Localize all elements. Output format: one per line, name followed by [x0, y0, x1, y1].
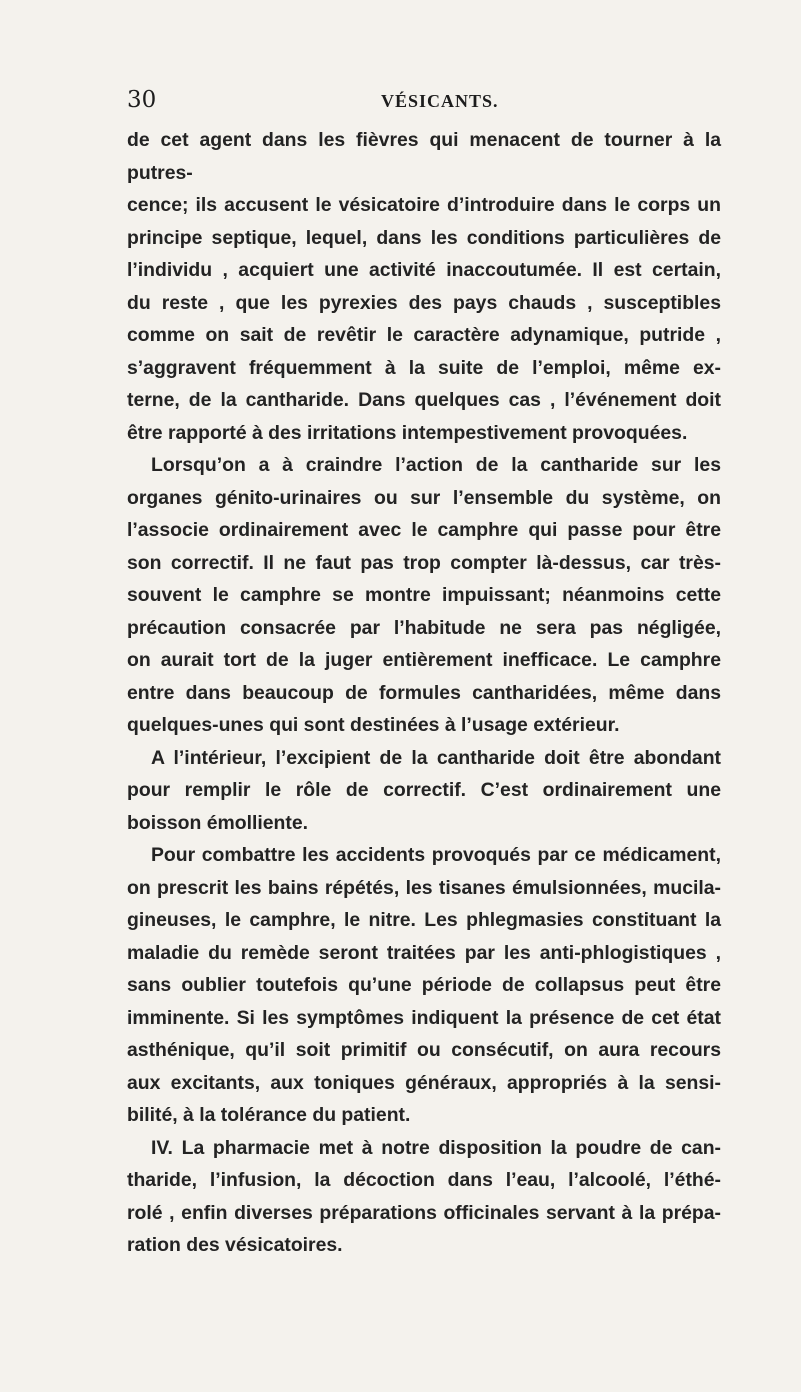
text-line: Pour combattre les accidents provoqués par ce médicament, — [151, 844, 721, 866]
text-line: être rapporté à des irritations intempestivement provoquées. — [127, 421, 688, 444]
text-line: souvent le camphre se montre impuissant; néanmoins cette — [127, 584, 721, 606]
text-line: son correctif. Il ne faut pas trop compter là-dessus, car très- — [127, 551, 721, 574]
page-header — [127, 84, 721, 116]
text-line: aux excitants, aux toniques généraux, appropriés à la sensi- — [127, 1071, 721, 1094]
text-line: organes génito-urinaires ou sur l’ensemble du système, on — [127, 486, 721, 509]
page-number: 30 — [127, 87, 157, 113]
text-line: boisson émolliente. — [127, 811, 309, 834]
text-line: imminente. Si les symptômes indiquent la présence de cet état — [127, 1006, 721, 1029]
text-line: s’aggravent fréquemment à la suite de l’emploi, même ex- — [127, 356, 721, 379]
text-line: l’associe ordinairement avec le camphre qui passe pour être — [127, 519, 721, 541]
running-head: VÉSICANTS. — [381, 91, 499, 111]
text-line: gineuses, le camphre, le nitre. Les phlegmasies constituant la — [127, 909, 721, 931]
text-line: A l’intérieur, l’excipient de la cantharide doit être abondant — [151, 746, 721, 769]
text-line: précaution consacrée par l’habitude ne sera pas négligée, — [127, 616, 721, 639]
text-line: on prescrit les bains répétés, les tisanes émulsionnées, mucila- — [127, 876, 721, 899]
text-line: sans oublier toutefois qu’une période de collapsus peut être — [127, 974, 721, 996]
text-line: pour remplir le rôle de correctif. C’est ordinairement une — [127, 779, 721, 801]
text-line: rolé , enfin diverses préparations officinales servant à la prépa- — [127, 1201, 721, 1224]
text-line: entre dans beaucoup de formules cantharidées, même dans — [127, 681, 721, 704]
text-line: asthénique, qu’il soit primitif ou consécutif, on aura recours — [127, 1039, 721, 1061]
text-line: Lorsqu’on a à craindre l’action de la cantharide sur les — [151, 454, 721, 476]
text-line: on aurait tort de la juger entièrement inefficace. Le camphre — [127, 649, 721, 671]
text-line: du reste , que les pyrexies des pays chauds , susceptibles — [127, 291, 721, 314]
text-line: principe septique, lequel, dans les conditions particulières de — [127, 226, 721, 249]
text-line: l’individu , acquiert une activité inaccoutumée. Il est certain, — [127, 259, 721, 281]
text-line: terne, de la cantharide. Dans quelques cas , l’événement doit — [127, 389, 721, 411]
text-line: comme on sait de revêtir le caractère adynamique, putride , — [127, 324, 721, 346]
text-line: cence; ils accusent le vésicatoire d’introduire dans le corps un — [127, 194, 721, 216]
text-line: tharide, l’infusion, la décoction dans l’eau, l’alcoolé, l’éthé- — [127, 1169, 721, 1191]
text-line: ration des vésicatoires. — [127, 1234, 343, 1256]
text-line: de cet agent dans les fièvres qui menacent de tourner à la putres- — [127, 129, 721, 184]
text-line: bilité, à la tolérance du patient. — [127, 1104, 411, 1126]
text-line: IV. La pharmacie met à notre disposition la poudre de can- — [151, 1136, 721, 1159]
body-text — [127, 124, 721, 1262]
text-line: maladie du remède seront traitées par les anti-phlogistiques , — [127, 941, 721, 964]
text-line: quelques-unes qui sont destinées à l’usage extérieur. — [127, 714, 620, 736]
